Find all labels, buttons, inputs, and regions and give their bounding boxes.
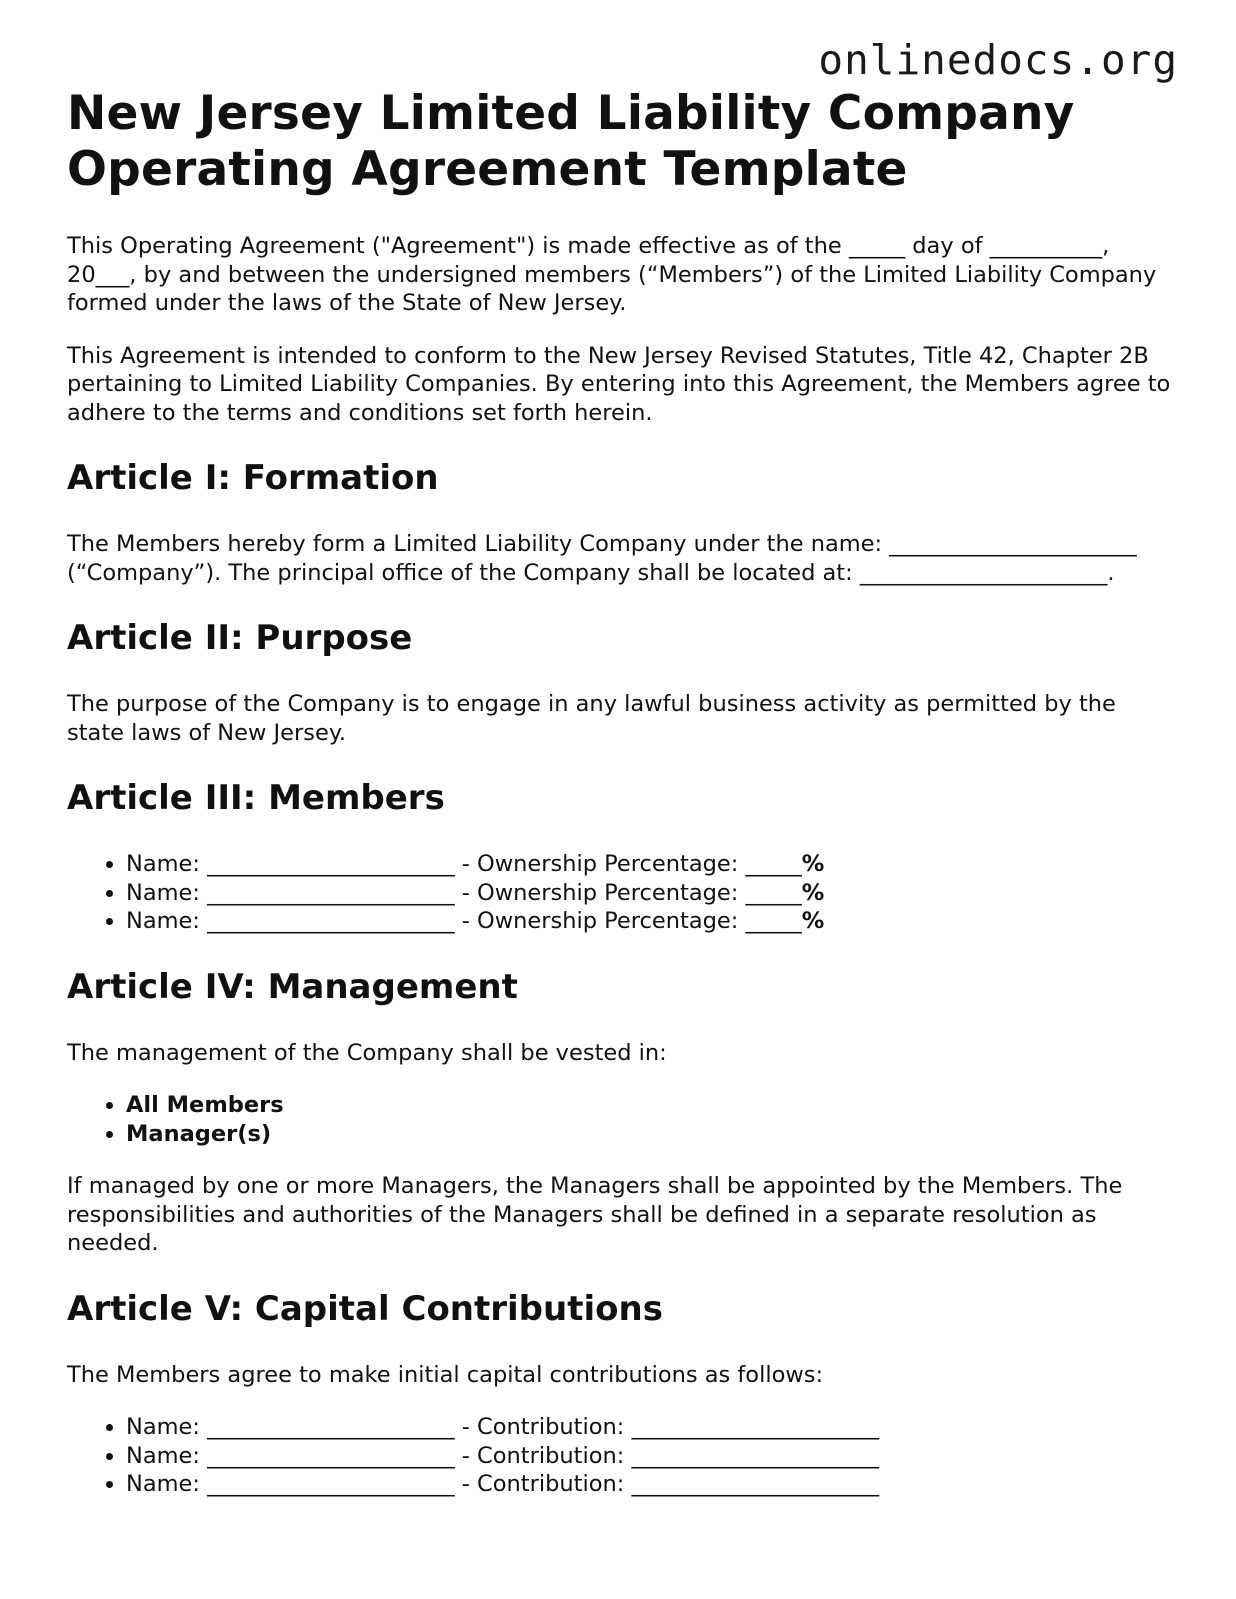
list-item: • Manager(s) <box>126 1120 1177 1149</box>
members-list <box>67 850 1177 936</box>
list-item <box>126 907 1177 936</box>
percent-sign: % <box>801 908 825 934</box>
article-1-heading: Article I: Formation <box>67 458 439 498</box>
percent-sign: % <box>801 851 825 877</box>
intro-paragraph-2: This Agreement is intended to conform to the New Jersey Revised Statutes, Title 42, Chapter 2B pertaining to Limited Liability Companies. By entering into this Agreement, the Members agree to adhere to the terms and conditions set forth herein. <box>67 342 1171 426</box>
contributions-list <box>67 1413 1177 1499</box>
document-page <box>67 86 1177 1523</box>
intro-paragraph-1: This Operating Agreement ("Agreement") is made effective as of the _____ day of __________, 20___, by and between the undersigned members (“Members”) of the Limited Liability Company formed under the laws of the State of New Jersey. <box>67 233 1157 316</box>
article-2-heading: Article II: Purpose <box>67 618 413 658</box>
percent-sign: % <box>801 879 825 906</box>
list-item: • Name: ______________________ - Contribution: ______________________ <box>126 1470 1177 1499</box>
list-item <box>126 879 1177 908</box>
list-item: • All Members <box>126 1091 1177 1120</box>
article-1-text: The Members hereby form a Limited Liability Company under the name: ______________________ (“Company”). The principal office of the Company shall be located at: ______________________. <box>67 531 1137 586</box>
article-4-heading: Article IV: Management <box>67 966 518 1007</box>
list-item: • Name: ______________________ - Contribution: ______________________ <box>126 1442 1177 1471</box>
member-entry-text: Name: ______________________ - Ownership Percentage: _____ <box>126 879 802 906</box>
list-item <box>126 850 1177 879</box>
document-title: New Jersey Limited Liability Company Operating Agreement Template <box>67 86 1075 197</box>
list-item: • Name: ______________________ - Contribution: ______________________ <box>126 1413 1177 1442</box>
management-options-list <box>67 1091 1177 1148</box>
watermark-logo: onlinedocs.org <box>818 36 1178 84</box>
article-4-intro: The management of the Company shall be vested in: <box>67 1039 667 1066</box>
member-entry-text: Name: ______________________ - Ownership Percentage: _____ <box>126 908 802 934</box>
article-5-heading: Article V: Capital Contributions <box>67 1288 663 1329</box>
article-3-heading: Article III: Members <box>67 778 445 818</box>
article-5-intro: The Members agree to make initial capital contributions as follows: <box>67 1361 824 1388</box>
article-4-text: If managed by one or more Managers, the Managers shall be appointed by the Members. The responsibilities and authorities of the Managers shall be defined in a separate resolution as needed. <box>67 1173 1123 1256</box>
member-entry-text: Name: ______________________ - Ownership Percentage: _____ <box>126 851 802 877</box>
article-2-text: The purpose of the Company is to engage in any lawful business activity as permitted by the state laws of New Jersey. <box>67 691 1116 746</box>
